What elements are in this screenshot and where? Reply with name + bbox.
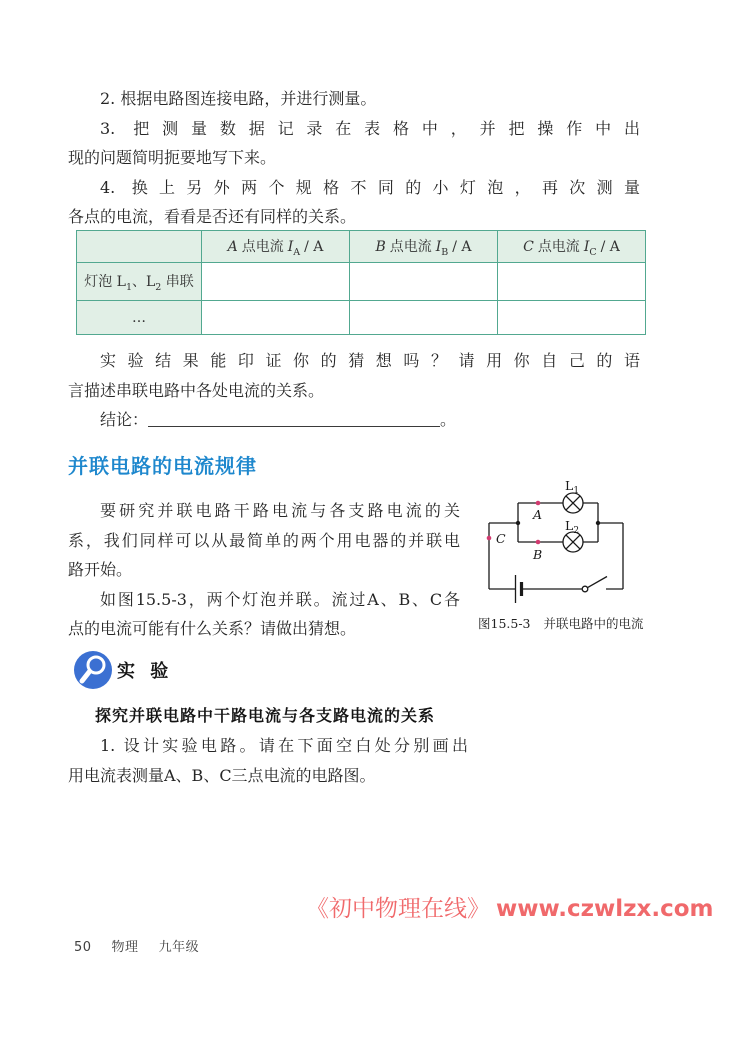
experiment-line-2: 用电流表测量A、B、C三点电流的电路图。 bbox=[68, 765, 376, 785]
section-paragraphs bbox=[68, 496, 460, 644]
current-symbol-a: I bbox=[287, 238, 294, 255]
col-c-label: 点电流 bbox=[537, 238, 580, 255]
para1-line-2: 系，我们同样可以从最简单的两个用电器的并联电 bbox=[68, 530, 460, 550]
watermark bbox=[306, 890, 714, 923]
empty-data-cell bbox=[350, 263, 498, 301]
circuit-diagram bbox=[477, 468, 729, 608]
summary-paragraph bbox=[68, 346, 640, 435]
figure-parallel-circuit bbox=[477, 468, 729, 632]
row1-sub2: 2 bbox=[155, 281, 162, 293]
para1-line-1: 要研究并联电路干路电流与各支路电流的关 bbox=[100, 501, 460, 520]
empty-data-cell bbox=[202, 263, 350, 301]
magnifier-icon bbox=[73, 650, 113, 690]
point-c-dot bbox=[487, 536, 492, 541]
footer-subject: 物理 bbox=[111, 940, 139, 955]
point-c-label: C bbox=[496, 531, 506, 546]
point-a-dot bbox=[536, 501, 541, 506]
figure-caption bbox=[477, 614, 729, 632]
current-symbol-c: I bbox=[583, 238, 590, 255]
table-row-series-lamps bbox=[77, 263, 646, 301]
empty-data-cell bbox=[350, 301, 498, 335]
switch-lever bbox=[588, 577, 607, 588]
measurement-table bbox=[76, 230, 646, 335]
page-number: 50 bbox=[74, 940, 92, 955]
experiment-icon-wrap bbox=[73, 650, 113, 694]
unit-a: / A bbox=[304, 238, 324, 255]
conclusion-period: 。 bbox=[440, 410, 457, 429]
figure-title: 并联电路中的电流 bbox=[543, 616, 644, 631]
step-3-line-1: 3. 把测量数据记录在表格中，并把操作中出 bbox=[100, 118, 640, 138]
circuit-wires bbox=[489, 503, 623, 589]
conclusion-label: 结论： bbox=[100, 410, 149, 429]
para1-line-3: 路开始。 bbox=[68, 560, 133, 579]
lamp1-letter: L bbox=[565, 478, 574, 493]
figure-number: 图15.5-3 bbox=[478, 616, 531, 631]
point-a-symbol: A bbox=[227, 238, 238, 255]
step-2-line: 2. 根据电路图连接电路，并进行测量。 bbox=[100, 89, 377, 108]
para2-line-1: 如图15.5-3，两个灯泡并联。流过A、B、C各 bbox=[100, 589, 460, 609]
row1-post: 串联 bbox=[161, 273, 194, 290]
col-header-current-a bbox=[202, 231, 350, 263]
lamp2-letter: L bbox=[565, 518, 574, 533]
conclusion-blank-line bbox=[148, 412, 440, 427]
watermark-url: www.czwlzx.com bbox=[496, 896, 714, 922]
experiment-step-1 bbox=[68, 731, 468, 790]
row1-sub1: 1 bbox=[125, 281, 132, 293]
point-a-label: A bbox=[533, 507, 543, 522]
unit-c: / A bbox=[600, 238, 620, 255]
row1-mid: 、L bbox=[132, 273, 156, 290]
page-footer bbox=[74, 936, 199, 955]
lamp2-subscript: 2 bbox=[573, 526, 580, 536]
point-b-label: B bbox=[533, 547, 543, 562]
summary-line-1: 实验结果能印证你的猜想吗？请用你自己的语 bbox=[100, 351, 640, 370]
step-4-line-1: 4. 换上另外两个规格不同的小灯泡，再次测量 bbox=[100, 177, 640, 197]
footer-grade: 九年级 bbox=[158, 940, 200, 955]
col-b-label: 点电流 bbox=[389, 238, 432, 255]
row-label-series-lamps bbox=[77, 263, 202, 301]
para2-line-2: 点的电流可能有什么关系？请做出猜想。 bbox=[68, 619, 357, 638]
empty-data-cell bbox=[202, 301, 350, 335]
table-header-row bbox=[77, 231, 646, 263]
unit-b: / A bbox=[452, 238, 472, 255]
empty-data-cell bbox=[498, 263, 646, 301]
section-heading-parallel-circuit: 并联电路的电流规律 bbox=[68, 454, 257, 478]
current-subscript-a: A bbox=[293, 246, 301, 258]
junction-dot-left bbox=[516, 521, 520, 525]
summary-line-2: 言描述串联电路中各处电流的关系。 bbox=[68, 380, 325, 400]
conclusion-line bbox=[68, 405, 640, 435]
watermark-book-name: 《初中物理在线》 bbox=[306, 896, 490, 922]
step-4-line-2: 各点的电流，看看是否还有同样的关系。 bbox=[68, 207, 357, 226]
experiment-title: 实 验 bbox=[117, 661, 171, 682]
current-subscript-c: C bbox=[589, 246, 597, 258]
col-a-label: 点电流 bbox=[241, 238, 284, 255]
current-symbol-b: I bbox=[435, 238, 442, 255]
row1-pre: 灯泡 L bbox=[84, 273, 126, 290]
switch-pivot bbox=[582, 586, 588, 592]
point-c-symbol: C bbox=[523, 238, 534, 255]
point-b-dot bbox=[536, 540, 541, 545]
empty-data-cell bbox=[498, 301, 646, 335]
procedure-steps bbox=[68, 84, 640, 232]
experiment-line-1: 1. 设计实验电路。请在下面空白处分别画出 bbox=[100, 736, 468, 755]
col-header-current-b bbox=[350, 231, 498, 263]
row-label-ellipsis: … bbox=[77, 301, 202, 335]
experiment-subtitle: 探究并联电路中干路电流与各支路电流的关系 bbox=[95, 706, 436, 725]
step-3-line-2: 现的问题简明扼要地写下来。 bbox=[68, 148, 277, 167]
point-b-symbol: B bbox=[375, 238, 386, 255]
junction-dot-right bbox=[596, 521, 600, 525]
table-row-ellipsis bbox=[77, 301, 646, 335]
col-header-current-c bbox=[498, 231, 646, 263]
table-corner-cell bbox=[77, 231, 202, 263]
current-subscript-b: B bbox=[441, 246, 449, 258]
lamp1-subscript: 1 bbox=[573, 486, 580, 496]
